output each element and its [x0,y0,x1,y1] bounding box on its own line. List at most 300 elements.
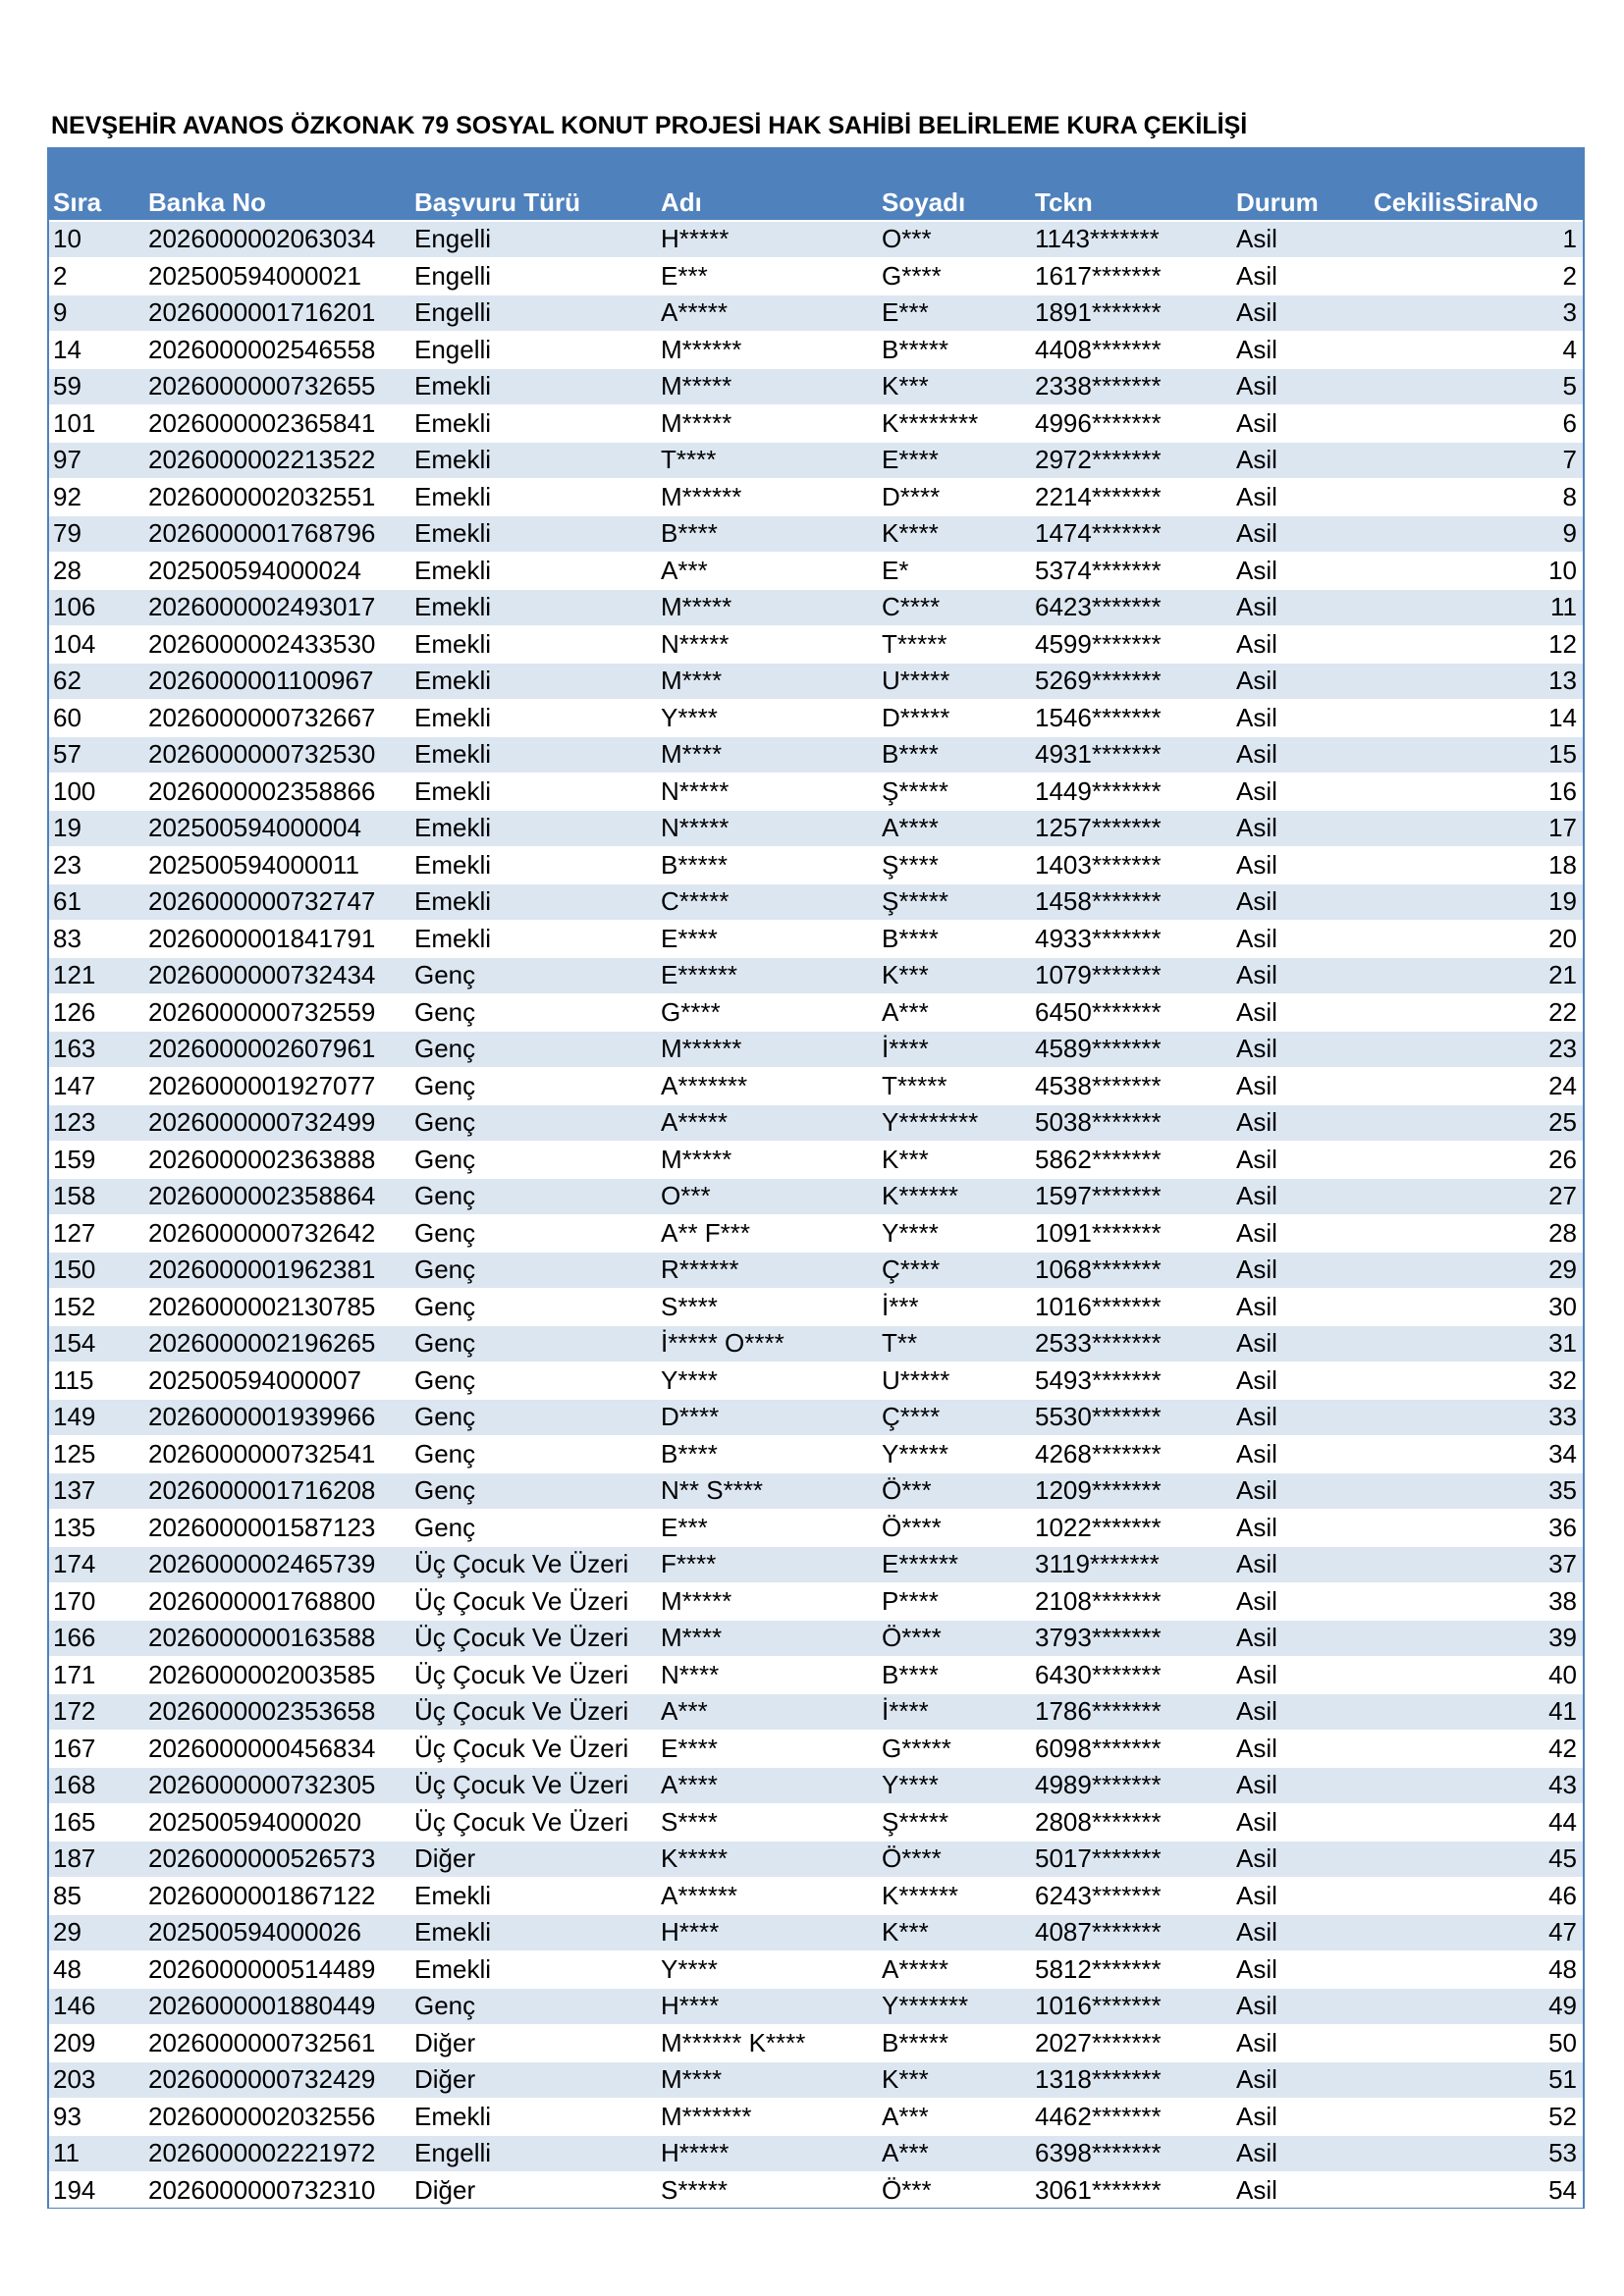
cell-durum: Asil [1232,1988,1370,2025]
cell-adi: N***** [657,810,878,847]
cell-sira: 174 [48,1546,144,1583]
cell-tckn: 3061******* [1031,2172,1232,2209]
cell-durum: Asil [1232,957,1370,994]
cell-sira: 121 [48,957,144,994]
cell-soyadi: E* [878,553,1031,590]
cell-soyadi: Ö**** [878,1510,1031,1547]
cell-banka-no: 2026000001927077 [144,1068,410,1105]
table-row [48,1178,1584,1215]
cell-tckn: 4933******* [1031,921,1232,958]
cell-banka-no: 2026000001880449 [144,1988,410,2025]
cell-adi: H***** [657,2135,878,2172]
cell-basvuru-turu: Üç Çocuk Ve Üzeri [410,1804,657,1842]
cell-banka-no: 202500594000011 [144,847,410,884]
column-header-tckn: Tckn [1031,147,1232,221]
cell-basvuru-turu: Emekli [410,515,657,553]
cell-adi: B**** [657,515,878,553]
cell-basvuru-turu: Genç [410,1068,657,1105]
table-row [48,1215,1584,1253]
cell-tckn: 4268******* [1031,1436,1232,1473]
cell-durum: Asil [1232,1510,1370,1547]
table-row [48,2099,1584,2136]
cell-tckn: 3119******* [1031,1546,1232,1583]
cell-tckn: 6430******* [1031,1657,1232,1694]
cell-sira: 104 [48,626,144,664]
cell-soyadi: G***** [878,1731,1031,1768]
cell-soyadi: K****** [878,1178,1031,1215]
cell-soyadi: A*** [878,2135,1031,2172]
cell-sira: 203 [48,2061,144,2099]
cell-sira: 123 [48,1104,144,1142]
cell-adi: A*** [657,1693,878,1731]
cell-adi: Y**** [657,1951,878,1989]
column-header-adi: Adı [657,147,878,221]
cell-tckn: 2108******* [1031,1583,1232,1621]
cell-banka-no: 2026000002063034 [144,221,410,258]
document-title: NEVŞEHİR AVANOS ÖZKONAK 79 SOSYAL KONUT PROJESİ HAK SAHİBİ BELİRLEME KURA ÇEKİLİŞİ [51,112,1248,139]
table-row [48,1841,1584,1878]
cell-basvuru-turu: Genç [410,1510,657,1547]
cell-soyadi: O*** [878,221,1031,258]
cell-durum: Asil [1232,994,1370,1032]
cell-sira: 125 [48,1436,144,1473]
cell-tckn: 1068******* [1031,1252,1232,1289]
cell-durum: Asil [1232,1914,1370,1951]
cell-durum: Asil [1232,1031,1370,1068]
cell-cekilis-sira-no: 28 [1370,1215,1584,1253]
cell-cekilis-sira-no: 11 [1370,589,1584,626]
cell-durum: Asil [1232,294,1370,332]
cell-adi: S***** [657,2172,878,2209]
cell-durum: Asil [1232,736,1370,774]
cell-banka-no: 2026000000732499 [144,1104,410,1142]
cell-banka-no: 2026000002213522 [144,442,410,479]
cell-tckn: 5530******* [1031,1399,1232,1436]
cell-adi: A******* [657,1068,878,1105]
cell-banka-no: 2026000000514489 [144,1951,410,1989]
cell-durum: Asil [1232,2172,1370,2209]
cell-durum: Asil [1232,1546,1370,1583]
cell-tckn: 2533******* [1031,1325,1232,1362]
cell-durum: Asil [1232,700,1370,737]
cell-soyadi: K**** [878,515,1031,553]
cell-banka-no: 2026000000732559 [144,994,410,1032]
cell-durum: Asil [1232,2025,1370,2062]
cell-banka-no: 2026000002607961 [144,1031,410,1068]
cell-adi: H**** [657,1988,878,2025]
cell-tckn: 5812******* [1031,1951,1232,1989]
cell-durum: Asil [1232,1693,1370,1731]
table-row [48,1951,1584,1989]
cell-tckn: 5374******* [1031,553,1232,590]
cell-adi: E**** [657,921,878,958]
cell-adi: K***** [657,1841,878,1878]
cell-banka-no: 2026000002363888 [144,1142,410,1179]
table-row [48,1436,1584,1473]
cell-sira: 101 [48,405,144,443]
cell-adi: B**** [657,1436,878,1473]
cell-durum: Asil [1232,1731,1370,1768]
cell-durum: Asil [1232,1878,1370,1915]
cell-sira: 158 [48,1178,144,1215]
cell-tckn: 5862******* [1031,1142,1232,1179]
cell-cekilis-sira-no: 25 [1370,1104,1584,1142]
cell-cekilis-sira-no: 39 [1370,1620,1584,1657]
cell-tckn: 1458******* [1031,883,1232,921]
cell-basvuru-turu: Emekli [410,368,657,405]
cell-basvuru-turu: Genç [410,957,657,994]
cell-adi: H***** [657,221,878,258]
cell-durum: Asil [1232,1325,1370,1362]
cell-cekilis-sira-no: 2 [1370,258,1584,295]
cell-basvuru-turu: Genç [410,1104,657,1142]
cell-tckn: 5038******* [1031,1104,1232,1142]
cell-sira: 194 [48,2172,144,2209]
cell-adi: M**** [657,663,878,700]
column-header-durum: Durum [1232,147,1370,221]
table-row [48,626,1584,664]
cell-banka-no: 2026000001962381 [144,1252,410,1289]
cell-durum: Asil [1232,1068,1370,1105]
cell-adi: N**** [657,1657,878,1694]
cell-soyadi: Y**** [878,1767,1031,1804]
cell-durum: Asil [1232,1215,1370,1253]
cell-cekilis-sira-no: 43 [1370,1767,1584,1804]
cell-sira: 152 [48,1289,144,1326]
table-row [48,774,1584,811]
cell-sira: 97 [48,442,144,479]
cell-soyadi: P**** [878,1583,1031,1621]
cell-tckn: 4599******* [1031,626,1232,664]
table-row [48,1767,1584,1804]
cell-basvuru-turu: Emekli [410,1914,657,1951]
cell-soyadi: Ö**** [878,1841,1031,1878]
table-row [48,2135,1584,2172]
table-row [48,921,1584,958]
cell-durum: Asil [1232,221,1370,258]
cell-banka-no: 2026000002546558 [144,332,410,369]
table-row [48,405,1584,443]
cell-banka-no: 2026000000163588 [144,1620,410,1657]
cell-banka-no: 2026000001587123 [144,1510,410,1547]
cell-soyadi: Ç**** [878,1252,1031,1289]
cell-basvuru-turu: Diğer [410,2061,657,2099]
cell-tckn: 1617******* [1031,258,1232,295]
cell-basvuru-turu: Engelli [410,258,657,295]
cell-banka-no: 2026000001867122 [144,1878,410,1915]
cell-sira: 165 [48,1804,144,1842]
cell-basvuru-turu: Emekli [410,921,657,958]
cell-soyadi: Ö**** [878,1620,1031,1657]
cell-soyadi: T***** [878,626,1031,664]
cell-cekilis-sira-no: 1 [1370,221,1584,258]
cell-basvuru-turu: Emekli [410,405,657,443]
cell-sira: 149 [48,1399,144,1436]
cell-banka-no: 2026000002353658 [144,1693,410,1731]
cell-basvuru-turu: Üç Çocuk Ve Üzeri [410,1731,657,1768]
cell-adi: T**** [657,442,878,479]
cell-tckn: 1016******* [1031,1988,1232,2025]
cell-soyadi: B**** [878,736,1031,774]
cell-cekilis-sira-no: 26 [1370,1142,1584,1179]
cell-cekilis-sira-no: 27 [1370,1178,1584,1215]
cell-cekilis-sira-no: 23 [1370,1031,1584,1068]
cell-cekilis-sira-no: 4 [1370,332,1584,369]
cell-durum: Asil [1232,663,1370,700]
cell-durum: Asil [1232,1657,1370,1694]
cell-cekilis-sira-no: 36 [1370,1510,1584,1547]
cell-adi: M***** [657,589,878,626]
table-header-row [48,147,1584,221]
cell-durum: Asil [1232,1472,1370,1510]
cell-adi: M******* [657,2099,878,2136]
cell-adi: A**** [657,1767,878,1804]
cell-sira: 29 [48,1914,144,1951]
cell-soyadi: Ş***** [878,1804,1031,1842]
table-row [48,589,1584,626]
cell-cekilis-sira-no: 14 [1370,700,1584,737]
cell-soyadi: D***** [878,700,1031,737]
cell-soyadi: T***** [878,1068,1031,1105]
cell-soyadi: A*** [878,2099,1031,2136]
cell-durum: Asil [1232,1951,1370,1989]
table-row [48,1031,1584,1068]
cell-durum: Asil [1232,258,1370,295]
cell-adi: M****** K**** [657,2025,878,2062]
cell-cekilis-sira-no: 10 [1370,553,1584,590]
cell-adi: B***** [657,847,878,884]
table-row [48,1878,1584,1915]
table-row [48,1693,1584,1731]
cell-soyadi: Ç**** [878,1399,1031,1436]
cell-banka-no: 2026000002493017 [144,589,410,626]
cell-tckn: 6398******* [1031,2135,1232,2172]
cell-basvuru-turu: Emekli [410,1878,657,1915]
table-row [48,368,1584,405]
cell-banka-no: 2026000000732541 [144,1436,410,1473]
cell-tckn: 2808******* [1031,1804,1232,1842]
cell-cekilis-sira-no: 22 [1370,994,1584,1032]
cell-durum: Asil [1232,1252,1370,1289]
table-row [48,258,1584,295]
cell-banka-no: 202500594000026 [144,1914,410,1951]
cell-durum: Asil [1232,2135,1370,2172]
cell-basvuru-turu: Genç [410,994,657,1032]
cell-banka-no: 2026000002130785 [144,1289,410,1326]
table-row [48,1252,1584,1289]
cell-durum: Asil [1232,553,1370,590]
cell-adi: A***** [657,1104,878,1142]
cell-banka-no: 2026000002032551 [144,479,410,516]
cell-basvuru-turu: Engelli [410,332,657,369]
cell-basvuru-turu: Diğer [410,1841,657,1878]
table-row [48,1988,1584,2025]
cell-banka-no: 2026000002358864 [144,1178,410,1215]
cell-sira: 154 [48,1325,144,1362]
cell-durum: Asil [1232,921,1370,958]
cell-cekilis-sira-no: 21 [1370,957,1584,994]
cell-sira: 126 [48,994,144,1032]
cell-cekilis-sira-no: 9 [1370,515,1584,553]
cell-cekilis-sira-no: 15 [1370,736,1584,774]
cell-basvuru-turu: Engelli [410,294,657,332]
cell-soyadi: E*** [878,294,1031,332]
cell-adi: E*** [657,1510,878,1547]
cell-cekilis-sira-no: 49 [1370,1988,1584,2025]
cell-cekilis-sira-no: 18 [1370,847,1584,884]
table-row [48,2025,1584,2062]
cell-cekilis-sira-no: 8 [1370,479,1584,516]
cell-basvuru-turu: Emekli [410,589,657,626]
cell-sira: 92 [48,479,144,516]
cell-cekilis-sira-no: 7 [1370,442,1584,479]
table-row [48,1362,1584,1400]
cell-banka-no: 2026000000732642 [144,1215,410,1253]
cell-durum: Asil [1232,883,1370,921]
cell-sira: 115 [48,1362,144,1400]
cell-tckn: 1891******* [1031,294,1232,332]
cell-cekilis-sira-no: 47 [1370,1914,1584,1951]
cell-banka-no: 202500594000007 [144,1362,410,1400]
cell-banka-no: 202500594000021 [144,258,410,295]
cell-basvuru-turu: Diğer [410,2172,657,2209]
cell-tckn: 1546******* [1031,700,1232,737]
cell-basvuru-turu: Üç Çocuk Ve Üzeri [410,1767,657,1804]
cell-sira: 135 [48,1510,144,1547]
cell-tckn: 5269******* [1031,663,1232,700]
cell-banka-no: 2026000000732434 [144,957,410,994]
cell-soyadi: E**** [878,442,1031,479]
cell-tckn: 1597******* [1031,1178,1232,1215]
cell-adi: A***** [657,294,878,332]
cell-durum: Asil [1232,774,1370,811]
cell-basvuru-turu: Emekli [410,1951,657,1989]
cell-durum: Asil [1232,368,1370,405]
table-row [48,1804,1584,1842]
cell-banka-no: 2026000000732667 [144,700,410,737]
cell-basvuru-turu: Genç [410,1472,657,1510]
cell-basvuru-turu: Genç [410,1031,657,1068]
cell-durum: Asil [1232,589,1370,626]
cell-sira: 59 [48,368,144,405]
cell-sira: 57 [48,736,144,774]
cell-soyadi: G**** [878,258,1031,295]
table-row [48,2172,1584,2209]
cell-adi: O*** [657,1178,878,1215]
table-row [48,1657,1584,1694]
cell-adi: N***** [657,774,878,811]
cell-soyadi: Ö*** [878,2172,1031,2209]
cell-durum: Asil [1232,1362,1370,1400]
cell-sira: 2 [48,258,144,295]
cell-soyadi: D**** [878,479,1031,516]
cell-sira: 48 [48,1951,144,1989]
cell-durum: Asil [1232,332,1370,369]
cell-durum: Asil [1232,1436,1370,1473]
cell-soyadi: T** [878,1325,1031,1362]
cell-durum: Asil [1232,847,1370,884]
table-row [48,1068,1584,1105]
cell-soyadi: A**** [878,810,1031,847]
cell-soyadi: İ**** [878,1031,1031,1068]
cell-adi: M***** [657,1142,878,1179]
cell-sira: 79 [48,515,144,553]
cell-adi: M**** [657,2061,878,2099]
cell-basvuru-turu: Emekli [410,736,657,774]
cell-cekilis-sira-no: 52 [1370,2099,1584,2136]
cell-tckn: 4408******* [1031,332,1232,369]
cell-durum: Asil [1232,1178,1370,1215]
cell-soyadi: U***** [878,1362,1031,1400]
cell-basvuru-turu: Emekli [410,847,657,884]
table-row [48,1325,1584,1362]
cell-basvuru-turu: Genç [410,1215,657,1253]
cell-banka-no: 2026000001768800 [144,1583,410,1621]
cell-cekilis-sira-no: 50 [1370,2025,1584,2062]
cell-sira: 61 [48,883,144,921]
cell-basvuru-turu: Üç Çocuk Ve Üzeri [410,1583,657,1621]
cell-sira: 167 [48,1731,144,1768]
cell-tckn: 4996******* [1031,405,1232,443]
cell-tckn: 6450******* [1031,994,1232,1032]
cell-tckn: 2027******* [1031,2025,1232,2062]
cell-sira: 170 [48,1583,144,1621]
cell-sira: 19 [48,810,144,847]
cell-basvuru-turu: Üç Çocuk Ve Üzeri [410,1546,657,1583]
cell-adi: A****** [657,1878,878,1915]
table-row [48,847,1584,884]
table-row [48,700,1584,737]
cell-basvuru-turu: Genç [410,1988,657,2025]
table-row [48,1583,1584,1621]
table-row [48,294,1584,332]
cell-basvuru-turu: Emekli [410,553,657,590]
cell-cekilis-sira-no: 48 [1370,1951,1584,1989]
cell-adi: D**** [657,1399,878,1436]
cell-cekilis-sira-no: 29 [1370,1252,1584,1289]
cell-soyadi: Y******** [878,1104,1031,1142]
cell-tckn: 1091******* [1031,1215,1232,1253]
cell-basvuru-turu: Emekli [410,626,657,664]
cell-tckn: 1318******* [1031,2061,1232,2099]
cell-tckn: 1257******* [1031,810,1232,847]
cell-adi: Y**** [657,700,878,737]
cell-tckn: 4462******* [1031,2099,1232,2136]
cell-basvuru-turu: Emekli [410,479,657,516]
cell-soyadi: Ö*** [878,1472,1031,1510]
cell-durum: Asil [1232,479,1370,516]
cell-soyadi: B**** [878,1657,1031,1694]
cell-basvuru-turu: Genç [410,1325,657,1362]
cell-cekilis-sira-no: 19 [1370,883,1584,921]
cell-cekilis-sira-no: 32 [1370,1362,1584,1400]
table-row [48,442,1584,479]
cell-adi: M****** [657,479,878,516]
cell-basvuru-turu: Emekli [410,700,657,737]
cell-soyadi: K****** [878,1878,1031,1915]
cell-durum: Asil [1232,1767,1370,1804]
cell-soyadi: K*** [878,1914,1031,1951]
cell-cekilis-sira-no: 6 [1370,405,1584,443]
cell-durum: Asil [1232,442,1370,479]
cell-adi: A*** [657,553,878,590]
cell-sira: 163 [48,1031,144,1068]
cell-cekilis-sira-no: 46 [1370,1878,1584,1915]
cell-soyadi: E****** [878,1546,1031,1583]
table-row [48,1399,1584,1436]
table-row [48,1142,1584,1179]
cell-tckn: 1786******* [1031,1693,1232,1731]
